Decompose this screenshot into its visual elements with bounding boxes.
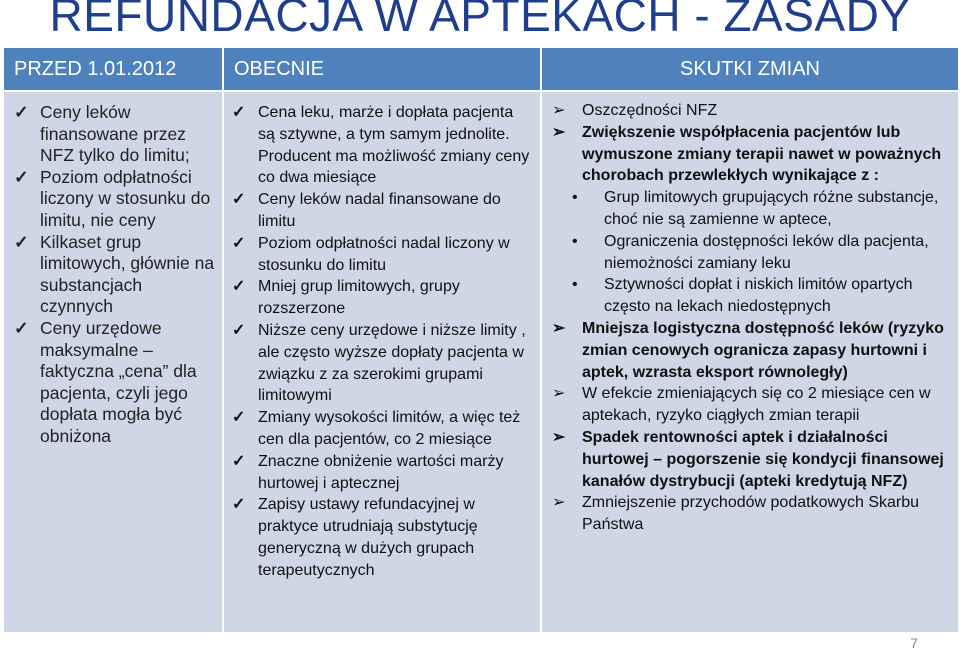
column-before [3,91,223,633]
header-effects: SKUTKI ZMIAN [541,47,959,91]
list-item: ✓ Poziom odpłatności nadal liczony w stosunku do limitu [230,233,534,277]
page-number: 7 [910,635,918,651]
list-item: ✓ Ceny leków finansowane przez NFZ tylko do limitu; [12,102,216,167]
list-item: ✓ Cena leku, marże i dopłata pacjenta są sztywne, a tym samym jednolite. Producent ma możliwość zmiany ceny co dwa miesiące [230,102,534,189]
list-item: ➢ Zmniejszenie przychodów podatkowych Skarbu Państwa [548,492,952,536]
sub-list-item: • Grup limitowych grupujących różne substancje, choć nie są zamienne w aptece, [548,187,952,231]
list-item: ➢ W efekcie zmieniających się co 2 miesiące cen w aptekach, ryzyko ciągłych zmian terapii [548,383,952,427]
sub-list-item: • Sztywności dopłat i niskich limitów opartych często na lekach niedostępnych [548,274,952,318]
list-item: ✓ Niższe ceny urzędowe i niższe limity , ale często wyższe dopłaty pacjenta w związku z za szerokimi grupami limitowymi [230,320,534,407]
list-item: ➢ Oszczędności NFZ [548,100,952,122]
list-item: ✓ Znaczne obniżenie wartości marży hurtowej i aptecznej [230,451,534,495]
list-item: ➢ Mniejsza logistyczna dostępność leków (ryzyko zmian cenowych ogranicza zapasy hurtowni i aptek, wzrasta eksport równoległy) [548,318,952,383]
list-item: ✓ Ceny urzędowe maksymalne – faktyczna „cena” dla pacjenta, czyli jego dopłata mogła być obniżona [12,318,216,448]
list-item: ➢ Spadek rentowności aptek i działalności hurtowej – pogorszenie się kondycji finansowej kanałów dystrybucji (apteki kredytują NFZ) [548,427,952,492]
current-list [230,102,534,582]
list-item: ✓ Zapisy ustawy refundacyjnej w praktyce utrudniają substytucję generyczną w dużych grupach terapeutycznych [230,494,534,581]
slide-title: REFUNDACJA W APTEKACH - ZASADY [49,0,911,41]
table-header-row [3,47,959,91]
list-item: ✓ Kilkaset grup limitowych, głównie na substancjach czynnych [12,232,216,318]
before-list [12,102,216,448]
list-item: ✓ Poziom odpłatności liczony w stosunku do limitu, nie ceny [12,167,216,232]
table-body-row [3,91,959,633]
effects-list [548,100,952,536]
comparison-table [2,46,960,634]
list-item: ➢ Zwiększenie współpłacenia pacjentów lub wymuszone zmiany terapii nawet w poważnych chorobach przewlekłych wynikające z : [548,122,952,187]
list-item: ✓ Mniej grup limitowych, grupy rozszerzone [230,276,534,320]
list-item: ✓ Zmiany wysokości limitów, a więc też cen dla pacjentów, co 2 miesiące [230,407,534,451]
header-before: PRZED 1.01.2012 [3,47,223,91]
sub-list-item: • Ograniczenia dostępności leków dla pacjenta, niemożności zamiany leku [548,231,952,275]
column-effects [541,91,959,633]
header-current: OBECNIE [223,47,541,91]
column-current [223,91,541,633]
list-item: ✓ Ceny leków nadal finansowane do limitu [230,189,534,233]
